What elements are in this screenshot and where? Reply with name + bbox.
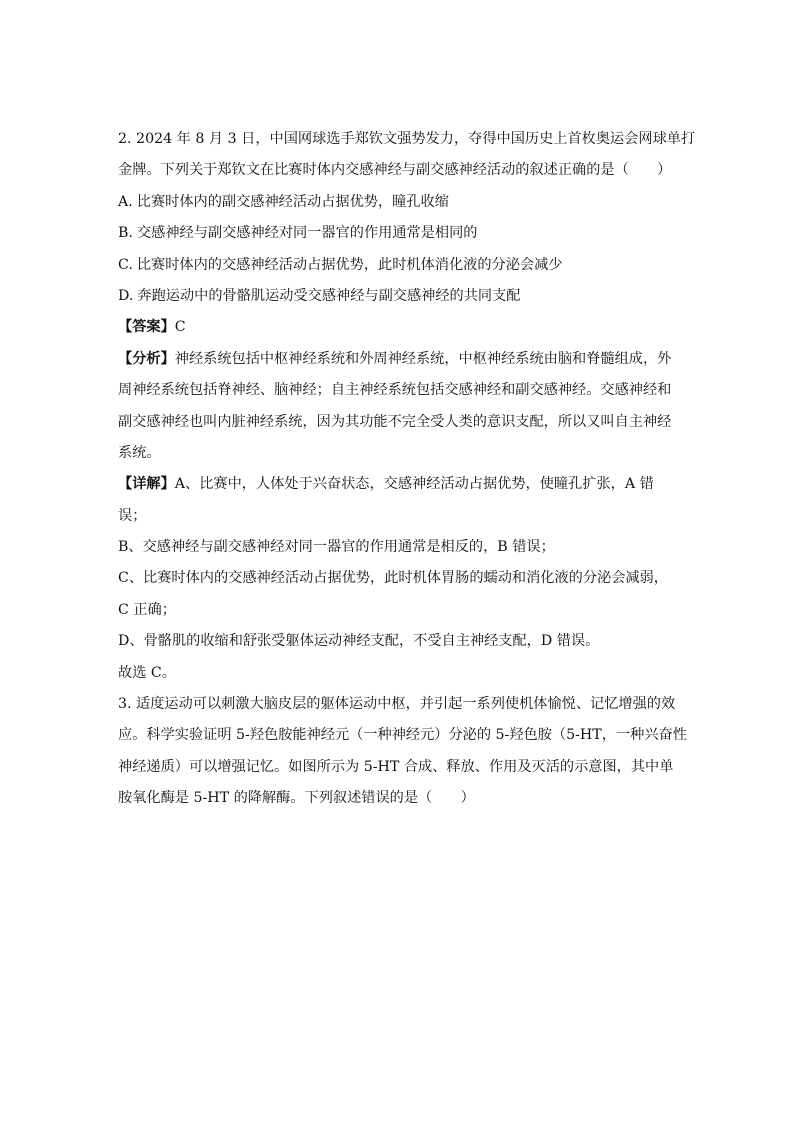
q2-detail-line-5: C 正确； <box>118 601 176 618</box>
q2-analysis-line-4: 系统。 <box>118 444 161 461</box>
q2-option-b <box>118 222 688 244</box>
analysis-tag: 【分析】 <box>118 350 175 367</box>
q2-answer <box>118 316 688 338</box>
q2-detail-line-4: C、比赛时体内的交感神经活动占据优势，此时机体胃肠的蠕动和消化液的分泌会减弱， <box>118 570 668 587</box>
q2-conclusion: 故选 C。 <box>118 664 176 681</box>
analysis-text: 神经系统包括中枢神经系统和外周神经系统，中枢神经系统由脑和脊髓组成，外 <box>174 350 672 367</box>
q2-analysis-line-2: 周神经系统包括脊神经、脑神经；自主神经系统包括交感神经和副交感神经。交感神经和 <box>118 382 672 399</box>
detail-text: A、比赛中，人体处于兴奋状态，交感神经活动占据优势，使瞳孔扩张，A 错 <box>174 476 654 493</box>
option-text: 比赛时体内的交感神经活动占据优势，此时机体消化液的分泌会减少 <box>136 256 563 273</box>
option-text: 奔跑运动中的骨骼肌运动受交感神经与副交感神经的共同支配 <box>137 287 521 304</box>
q2-option-a <box>118 191 688 213</box>
option-letter: C. <box>118 256 133 273</box>
q2-detail-line-6: D、骨骼肌的收缩和舒张受躯体运动神经支配，不受自主神经支配，D 错误。 <box>118 633 600 650</box>
option-letter: D. <box>118 287 134 304</box>
q2-stem-line-2: 金牌。下列关于郑钦文在比赛时体内交感神经与副交感神经活动的叙述正确的是（ ） <box>118 162 672 179</box>
q2-option-c <box>118 254 688 276</box>
q2-analysis-line-1 <box>118 348 688 370</box>
option-text: 交感神经与副交感神经对同一器官的作用通常是相同的 <box>136 225 478 242</box>
option-text: 比赛时体内的副交感神经活动占据优势，瞳孔收缩 <box>136 193 449 210</box>
answer-tag: 【答案】 <box>118 319 175 336</box>
q3-stem-line-3: 神经递质）可以增强记忆。如图所示为 5-HT 合成、释放、作用及灭活的示意图，其中单 <box>118 758 674 775</box>
q2-option-d <box>118 285 688 307</box>
answer-value: C <box>174 319 186 336</box>
q3-stem-line-4: 胺氧化酶是 5-HT 的降解酶。下列叙述错误的是（ ） <box>118 790 475 807</box>
q3-stem-line-1: 3. 适度运动可以刺激大脑皮层的躯体运动中枢，并引起一系列使机体愉悦、记忆增强的效 <box>118 696 676 713</box>
q2-stem-line-1: 2. 2024 年 8 月 3 日，中国网球选手郑钦文强势发力，夺得中国历史上首枚奥运会网球单打 <box>118 131 696 147</box>
q2-detail-line-2: 误； <box>118 507 147 524</box>
q2-analysis-line-3: 副交感神经也叫内脏神经系统，因为其功能不完全受人类的意识支配，所以又叫自主神经 <box>118 413 672 430</box>
document-page <box>118 128 696 819</box>
q2-detail-line-1 <box>118 473 688 495</box>
option-letter: A. <box>118 193 133 210</box>
detail-tag: 【详解】 <box>118 476 175 493</box>
option-letter: B. <box>118 225 133 242</box>
q2-detail-line-3: B、交感神经与副交感神经对同一器官的作用通常是相反的，B 错误； <box>118 539 555 556</box>
q3-stem-line-2: 应。科学实验证明 5-羟色胺能神经元（一种神经元）分泌的 5-羟色胺（5-HT，一种兴奋性 <box>118 727 687 744</box>
